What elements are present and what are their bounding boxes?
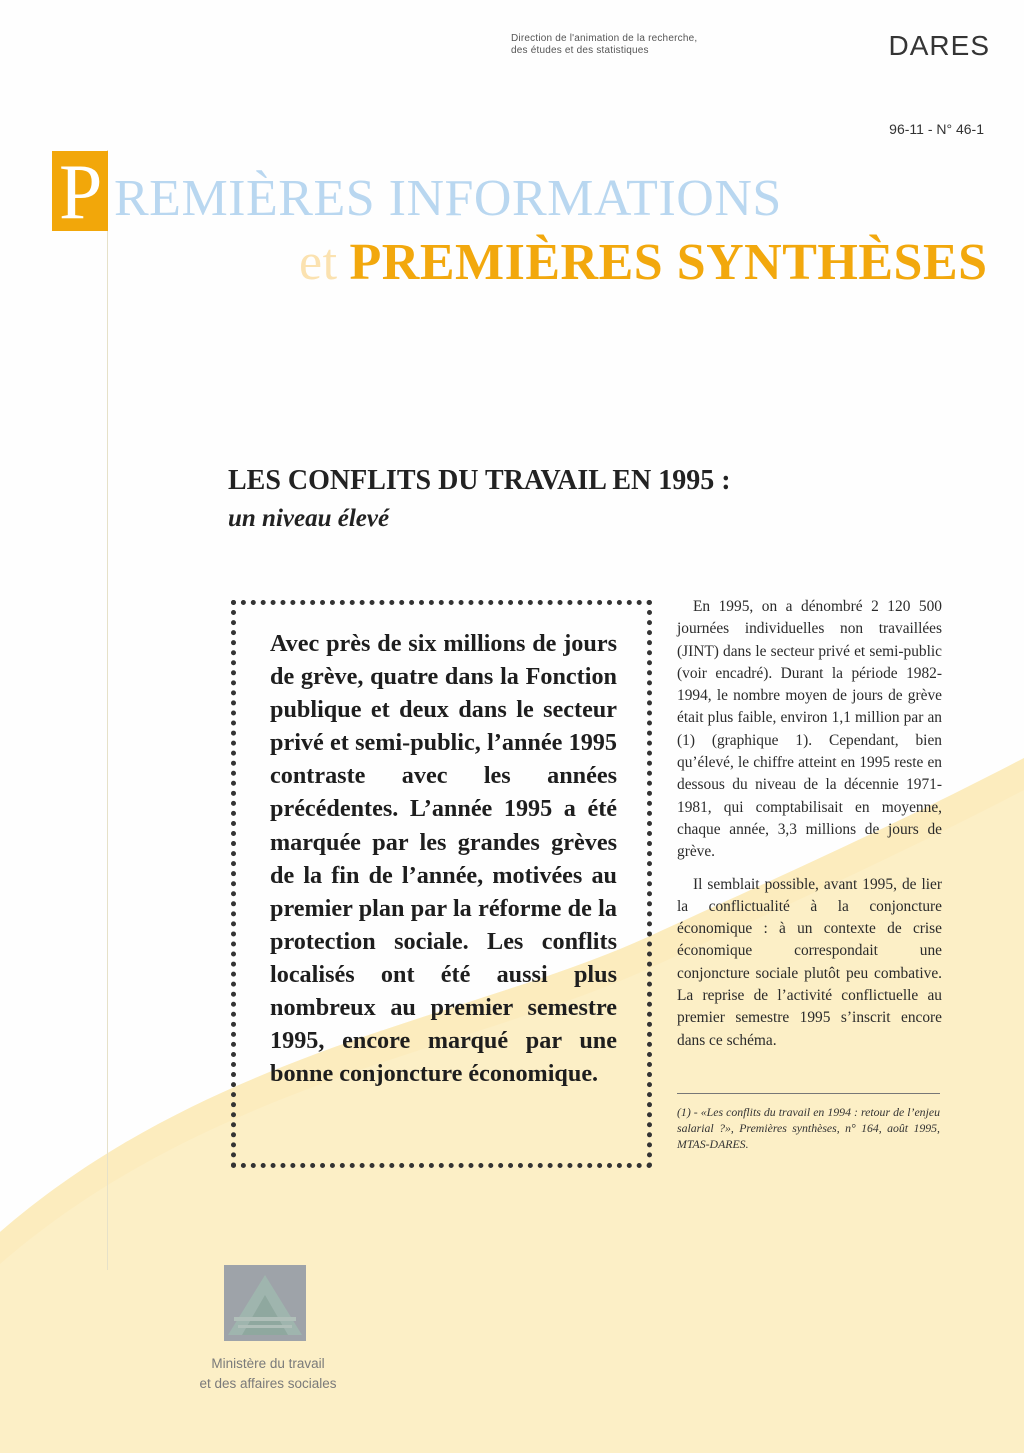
agency-name: DARES: [888, 30, 990, 61]
footnote: (1) - «Les conflits du travail en 1994 : retour de l’enjeu salarial ?», Premières synthèses, n° 164, août 1995, MTAS-DARES.: [677, 1105, 940, 1151]
org-name-line2: des études et des statistiques: [511, 45, 649, 56]
brand-title-line1: REMIÈRES INFORMATIONS: [114, 170, 782, 227]
article-subtitle: un niveau élevé: [228, 505, 390, 532]
brand-initial: P: [59, 148, 103, 235]
article-body: [677, 596, 942, 1052]
footnote-rule: [677, 1093, 940, 1094]
vertical-rule: [107, 150, 108, 1270]
summary-box: [231, 600, 652, 1168]
ministry-name-line2: et des affaires sociales: [199, 1376, 337, 1391]
brand-title-line2: [299, 233, 988, 292]
article-paragraph-2: Il semblait possible, avant 1995, de lier la conflictualité à la conjoncture économique : à un contexte de crise économique correspondait une conjoncture sociale plutôt peu combative. La reprise de l’activité conflictuelle au premier semestre 1995 s’inscrit encore dans ce schéma.: [677, 875, 942, 1049]
brand-syntheses: PREMIÈRES SYNTHÈSES: [349, 234, 988, 291]
brand-et: et: [299, 234, 338, 291]
summary-text: Avec près de six millions de jours de grève, quatre dans la Fonction publique et deux dans le secteur privé et semi-public, l’année 1995 contraste avec les années précédentes. L’année 1995 a été marquée par les grandes grèves de la fin de l’année, motivées au premier plan par la réforme de la protection sociale. Les conflits localisés ont été aussi plus nombreux au premier semestre 1995, encore marqué par une bonne conjoncture économique.: [270, 630, 617, 1088]
ministry-name: [173, 1354, 363, 1394]
issue-number: 96-11 - N° 46-1: [889, 121, 984, 137]
ministry-logo-icon: [224, 1265, 306, 1341]
org-name-line1: Direction de l'animation de la recherche,: [511, 33, 698, 44]
article-title: LES CONFLITS DU TRAVAIL EN 1995 :: [228, 465, 731, 496]
org-name: [511, 33, 771, 57]
ministry-name-line1: Ministère du travail: [211, 1356, 325, 1371]
article-paragraph-1: En 1995, on a dénombré 2 120 500 journées individuelles non travaillées (JINT) dans le secteur privé et semi-public (voir encadré). Durant la période 1982-1994, le nombre moyen de jours de grève était plus faible, environ 1,1 million par an (1) (graphique 1). Cependant, bien qu’élevé, le chiffre atteint en 1995 reste en dessous du niveau de la décennie 1971-1981, qui comptabilisait en moyenne, chaque année, 3,3 millions de jours de grève.: [677, 598, 942, 861]
